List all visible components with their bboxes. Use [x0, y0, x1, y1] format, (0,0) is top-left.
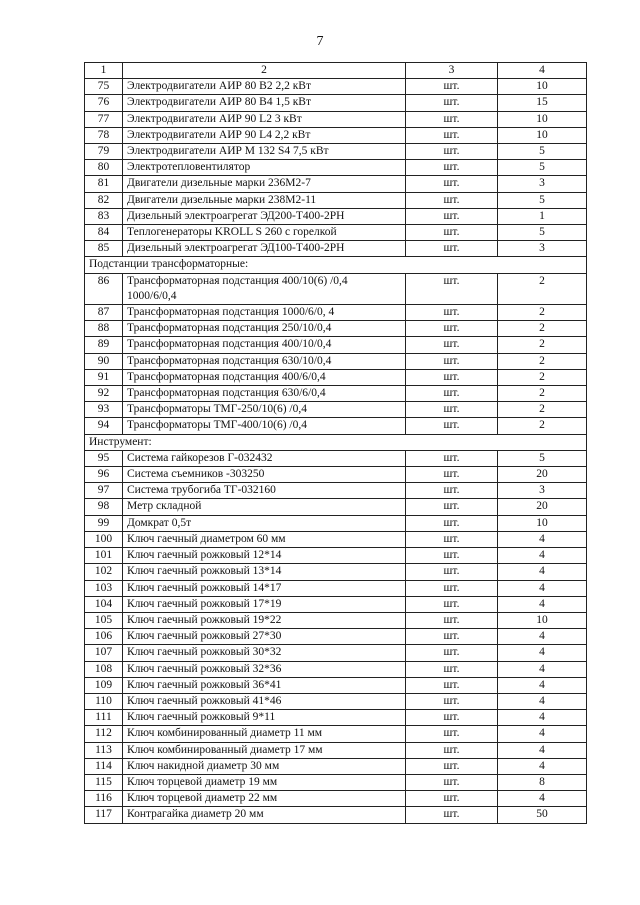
item-unit: шт.: [406, 677, 498, 693]
column-header-4: 4: [498, 63, 587, 79]
item-unit: шт.: [406, 483, 498, 499]
item-name-cell: [123, 111, 406, 127]
item-quantity: 4: [498, 531, 587, 547]
item-name-cell: [123, 160, 406, 176]
table-row: [85, 661, 587, 677]
item-name-cell: [123, 241, 406, 257]
section-row: [85, 257, 587, 273]
item-name-cell: [123, 192, 406, 208]
table-row: [85, 774, 587, 790]
item-unit: шт.: [406, 661, 498, 677]
item-name-cell: [123, 791, 406, 807]
item-number: 86: [85, 273, 123, 304]
item-name-cell: [123, 629, 406, 645]
item-unit: шт.: [406, 418, 498, 434]
item-unit: шт.: [406, 127, 498, 143]
item-name: Дизельный электроагрегат ЭД100-Т400-2РН: [127, 242, 345, 255]
item-name: Ключ гаечный диаметром 60 мм: [127, 532, 286, 545]
item-number: 83: [85, 208, 123, 224]
table-row: [85, 758, 587, 774]
item-unit: шт.: [406, 176, 498, 192]
item-quantity: 10: [498, 515, 587, 531]
item-unit: шт.: [406, 774, 498, 790]
item-name: Ключ гаечный рожковый 12*14: [127, 549, 282, 562]
item-name-cell: [123, 353, 406, 369]
item-unit: шт.: [406, 402, 498, 418]
item-number: 82: [85, 192, 123, 208]
item-quantity: 2: [498, 386, 587, 402]
item-number: 105: [85, 612, 123, 628]
table-row: [85, 111, 587, 127]
item-number: 116: [85, 791, 123, 807]
item-number: 108: [85, 661, 123, 677]
item-quantity: 5: [498, 450, 587, 466]
item-name: Метр складной: [127, 500, 202, 513]
item-name-cell: [123, 467, 406, 483]
item-unit: шт.: [406, 208, 498, 224]
item-quantity: 4: [498, 548, 587, 564]
table-row: [85, 127, 587, 143]
item-name: Трансформаторная подстанция 630/6/0,4: [127, 387, 326, 400]
item-number: 76: [85, 95, 123, 111]
item-name: Двигатели дизельные марки 238М2-11: [127, 193, 317, 206]
column-header-3: 3: [406, 63, 498, 79]
item-unit: шт.: [406, 710, 498, 726]
item-name: Трансформаторная подстанция 400/6/0,4: [127, 370, 326, 383]
item-name: Ключ торцевой диаметр 22 мм: [127, 792, 278, 805]
item-unit: шт.: [406, 321, 498, 337]
item-unit: шт.: [406, 95, 498, 111]
item-quantity: 10: [498, 127, 587, 143]
item-quantity: 4: [498, 726, 587, 742]
item-number: 111: [85, 710, 123, 726]
item-quantity: 5: [498, 144, 587, 160]
item-quantity: 4: [498, 645, 587, 661]
item-name: Система трубогиба ТГ-032160: [127, 484, 276, 497]
item-name-cell: [123, 710, 406, 726]
table-row: [85, 726, 587, 742]
item-name-cell: [123, 661, 406, 677]
item-unit: шт.: [406, 305, 498, 321]
item-name: Ключ гаечный рожковый 14*17: [127, 581, 282, 594]
item-unit: шт.: [406, 807, 498, 823]
item-number: 101: [85, 548, 123, 564]
table-row: [85, 176, 587, 192]
item-name: Ключ гаечный рожковый 32*36: [127, 662, 282, 675]
table-row: [85, 160, 587, 176]
item-name: Двигатели дизельные марки 236М2-7: [127, 177, 311, 190]
item-number: 115: [85, 774, 123, 790]
inventory-table: [84, 62, 587, 824]
item-unit: шт.: [406, 241, 498, 257]
item-unit: шт.: [406, 369, 498, 385]
item-name: Ключ гаечный рожковый 27*30: [127, 630, 282, 643]
item-name-cell: [123, 499, 406, 515]
item-name: Ключ гаечный рожковый 9*11: [127, 711, 276, 724]
table-row: [85, 337, 587, 353]
item-name: Ключ комбинированный диаметр 17 мм: [127, 743, 323, 756]
table-row: [85, 467, 587, 483]
item-name: Ключ гаечный рожковый 13*14: [127, 565, 282, 578]
item-number: 94: [85, 418, 123, 434]
table-row: [85, 192, 587, 208]
item-name-cell: [123, 79, 406, 95]
item-quantity: 4: [498, 564, 587, 580]
item-name: Контрагайка диаметр 20 мм: [127, 808, 264, 821]
item-name-cell: [123, 225, 406, 241]
item-number: 88: [85, 321, 123, 337]
item-name: Трансформаторная подстанция 400/10/0,4: [127, 338, 332, 351]
item-name: Электродвигатели АИР М 132 S4 7,5 кВт: [127, 145, 329, 158]
table-row: [85, 369, 587, 385]
item-quantity: 3: [498, 483, 587, 499]
item-quantity: 2: [498, 402, 587, 418]
item-quantity: 4: [498, 791, 587, 807]
table-row: [85, 499, 587, 515]
item-quantity: 4: [498, 710, 587, 726]
item-quantity: 8: [498, 774, 587, 790]
table-row: [85, 321, 587, 337]
item-unit: шт.: [406, 337, 498, 353]
item-number: 99: [85, 515, 123, 531]
item-quantity: 4: [498, 580, 587, 596]
item-name-cell: [123, 483, 406, 499]
item-number: 90: [85, 353, 123, 369]
item-number: 78: [85, 127, 123, 143]
item-name: Система съемников -303250: [127, 468, 265, 481]
item-name: Электротепловентилятор: [127, 161, 251, 174]
item-unit: шт.: [406, 515, 498, 531]
item-quantity: 10: [498, 79, 587, 95]
item-unit: шт.: [406, 742, 498, 758]
item-quantity: 3: [498, 176, 587, 192]
item-name: Ключ гаечный рожковый 41*46: [127, 694, 282, 707]
item-unit: шт.: [406, 144, 498, 160]
item-quantity: 10: [498, 111, 587, 127]
item-name-cell: [123, 548, 406, 564]
section-row: [85, 434, 587, 450]
item-number: 114: [85, 758, 123, 774]
table-row: [85, 807, 587, 823]
item-number: 112: [85, 726, 123, 742]
table-row: [85, 402, 587, 418]
item-name-cell: [123, 677, 406, 693]
item-unit: шт.: [406, 693, 498, 709]
item-name-cell: [123, 402, 406, 418]
item-unit: шт.: [406, 111, 498, 127]
column-header-1: 1: [85, 63, 123, 79]
table-row: [85, 645, 587, 661]
item-number: 80: [85, 160, 123, 176]
item-name-cell: [123, 273, 406, 304]
item-unit: шт.: [406, 612, 498, 628]
item-number: 84: [85, 225, 123, 241]
item-quantity: 4: [498, 742, 587, 758]
item-number: 89: [85, 337, 123, 353]
item-name: Трансформаторы ТМГ-250/10(6) /0,4: [127, 403, 307, 416]
item-unit: шт.: [406, 353, 498, 369]
item-name: Электродвигатели АИР 90 L2 3 кВт: [127, 112, 302, 125]
column-header-2: 2: [123, 63, 406, 79]
table-row: [85, 791, 587, 807]
item-number: 77: [85, 111, 123, 127]
item-unit: шт.: [406, 273, 498, 304]
table-row: [85, 144, 587, 160]
item-quantity: 20: [498, 467, 587, 483]
item-unit: шт.: [406, 726, 498, 742]
item-name-cell: [123, 596, 406, 612]
item-name-cell: [123, 531, 406, 547]
item-name-cell: [123, 208, 406, 224]
table-row: [85, 483, 587, 499]
item-number: 104: [85, 596, 123, 612]
item-number: 110: [85, 693, 123, 709]
item-number: 102: [85, 564, 123, 580]
item-name-cell: [123, 144, 406, 160]
item-name: Система гайкорезов Г-032432: [127, 451, 273, 464]
item-name-cell: [123, 774, 406, 790]
item-quantity: 3: [498, 241, 587, 257]
item-number: 85: [85, 241, 123, 257]
item-name-cell: [123, 564, 406, 580]
item-name-cell: [123, 418, 406, 434]
item-name: Ключ комбинированный диаметр 11 мм: [127, 727, 323, 740]
table-row: [85, 693, 587, 709]
item-name-cell: [123, 450, 406, 466]
item-quantity: 2: [498, 337, 587, 353]
item-name: Электродвигатели АИР 90 L4 2,2 кВт: [127, 128, 311, 141]
item-quantity: 4: [498, 661, 587, 677]
table-row: [85, 710, 587, 726]
item-name: Ключ накидной диаметр 30 мм: [127, 759, 280, 772]
item-name: Ключ гаечный рожковый 36*41: [127, 678, 282, 691]
item-unit: шт.: [406, 79, 498, 95]
item-name: Теплогенераторы KROLL S 260 с горелкой: [127, 226, 337, 239]
table-row: [85, 208, 587, 224]
item-name-cell: [123, 127, 406, 143]
item-number: 81: [85, 176, 123, 192]
table-row: [85, 564, 587, 580]
item-name-cell: [123, 758, 406, 774]
item-unit: шт.: [406, 467, 498, 483]
item-quantity: 50: [498, 807, 587, 823]
table-row: [85, 273, 587, 304]
item-name: Ключ гаечный рожковый 19*22: [127, 613, 282, 626]
item-number: 106: [85, 629, 123, 645]
item-name-cell: [123, 726, 406, 742]
item-quantity: 10: [498, 612, 587, 628]
item-name: Ключ гаечный рожковый 30*32: [127, 646, 282, 659]
item-name: Трансформаторная подстанция 250/10/0,4: [127, 322, 332, 335]
item-quantity: 4: [498, 693, 587, 709]
item-quantity: 2: [498, 369, 587, 385]
item-number: 107: [85, 645, 123, 661]
table-row: [85, 515, 587, 531]
item-quantity: 2: [498, 418, 587, 434]
item-number: 97: [85, 483, 123, 499]
item-quantity: 20: [498, 499, 587, 515]
item-unit: шт.: [406, 225, 498, 241]
item-number: 113: [85, 742, 123, 758]
table-row: [85, 450, 587, 466]
item-quantity: 2: [498, 273, 587, 304]
section-label: Инструмент:: [85, 434, 587, 450]
item-name-cell: [123, 742, 406, 758]
item-number: 103: [85, 580, 123, 596]
item-quantity: 2: [498, 353, 587, 369]
item-quantity: 4: [498, 596, 587, 612]
item-unit: шт.: [406, 564, 498, 580]
item-name: Ключ гаечный рожковый 17*19: [127, 597, 282, 610]
item-name-cell: [123, 612, 406, 628]
item-quantity: 2: [498, 321, 587, 337]
table-header: [85, 63, 587, 79]
item-unit: шт.: [406, 580, 498, 596]
table-row: [85, 596, 587, 612]
item-name-cell: [123, 386, 406, 402]
item-quantity: 15: [498, 95, 587, 111]
item-name: Трансформаторная подстанция 1000/6/0, 4: [127, 306, 335, 319]
item-name: Дизельный электроагрегат ЭД200-Т400-2РН: [127, 209, 345, 222]
item-quantity: 5: [498, 225, 587, 241]
item-number: 92: [85, 386, 123, 402]
item-number: 117: [85, 807, 123, 823]
item-quantity: 5: [498, 160, 587, 176]
item-unit: шт.: [406, 629, 498, 645]
header-row: [85, 63, 587, 79]
item-name-cell: [123, 515, 406, 531]
item-name: Домкрат 0,5т: [127, 516, 192, 529]
item-number: 98: [85, 499, 123, 515]
table-row: [85, 677, 587, 693]
item-unit: шт.: [406, 450, 498, 466]
item-unit: шт.: [406, 531, 498, 547]
table-row: [85, 580, 587, 596]
table-row: [85, 418, 587, 434]
page-number: 7: [316, 34, 324, 49]
table-row: [85, 386, 587, 402]
table-row: [85, 95, 587, 111]
table-row: [85, 629, 587, 645]
item-quantity: 2: [498, 305, 587, 321]
item-quantity: 1: [498, 208, 587, 224]
item-unit: шт.: [406, 645, 498, 661]
item-name-cell: [123, 369, 406, 385]
item-quantity: 4: [498, 629, 587, 645]
item-unit: шт.: [406, 548, 498, 564]
item-name: Трансформаторы ТМГ-400/10(6) /0,4: [127, 419, 307, 432]
item-number: 87: [85, 305, 123, 321]
item-number: 79: [85, 144, 123, 160]
item-name-cell: [123, 321, 406, 337]
table-row: [85, 742, 587, 758]
table-body: [85, 79, 587, 823]
item-name-cell: [123, 645, 406, 661]
item-number: 75: [85, 79, 123, 95]
item-number: 95: [85, 450, 123, 466]
table-row: [85, 305, 587, 321]
item-unit: шт.: [406, 386, 498, 402]
item-name-cell: [123, 580, 406, 596]
table-row: [85, 548, 587, 564]
item-name-cell: [123, 176, 406, 192]
item-name: Трансформаторная подстанция 630/10/0,4: [127, 354, 332, 367]
item-number: 96: [85, 467, 123, 483]
item-name: Ключ торцевой диаметр 19 мм: [127, 775, 278, 788]
item-name-cell: [123, 693, 406, 709]
table-row: [85, 241, 587, 257]
table-row: [85, 612, 587, 628]
item-number: 100: [85, 531, 123, 547]
item-name-cell: [123, 807, 406, 823]
item-name: Электродвигатели АИР 80 В4 1,5 кВт: [127, 96, 311, 109]
item-name-cell: [123, 337, 406, 353]
item-name: Трансформаторная подстанция 400/10(6) /0,4: [127, 274, 348, 287]
item-name-cell: [123, 305, 406, 321]
item-unit: шт.: [406, 160, 498, 176]
table-row: [85, 225, 587, 241]
table-row: [85, 79, 587, 95]
item-quantity: 4: [498, 758, 587, 774]
item-number: 109: [85, 677, 123, 693]
item-name-continuation: 1000/6/0,4: [127, 289, 177, 302]
item-number: 93: [85, 402, 123, 418]
item-number: 91: [85, 369, 123, 385]
item-unit: шт.: [406, 596, 498, 612]
item-name: Электродвигатели АИР 80 В2 2,2 кВт: [127, 80, 311, 93]
item-quantity: 4: [498, 677, 587, 693]
item-unit: шт.: [406, 499, 498, 515]
table-row: [85, 353, 587, 369]
item-quantity: 5: [498, 192, 587, 208]
item-name-cell: [123, 95, 406, 111]
item-unit: шт.: [406, 758, 498, 774]
section-label: Подстанции трансформаторные:: [85, 257, 587, 273]
item-unit: шт.: [406, 791, 498, 807]
item-unit: шт.: [406, 192, 498, 208]
table-row: [85, 531, 587, 547]
